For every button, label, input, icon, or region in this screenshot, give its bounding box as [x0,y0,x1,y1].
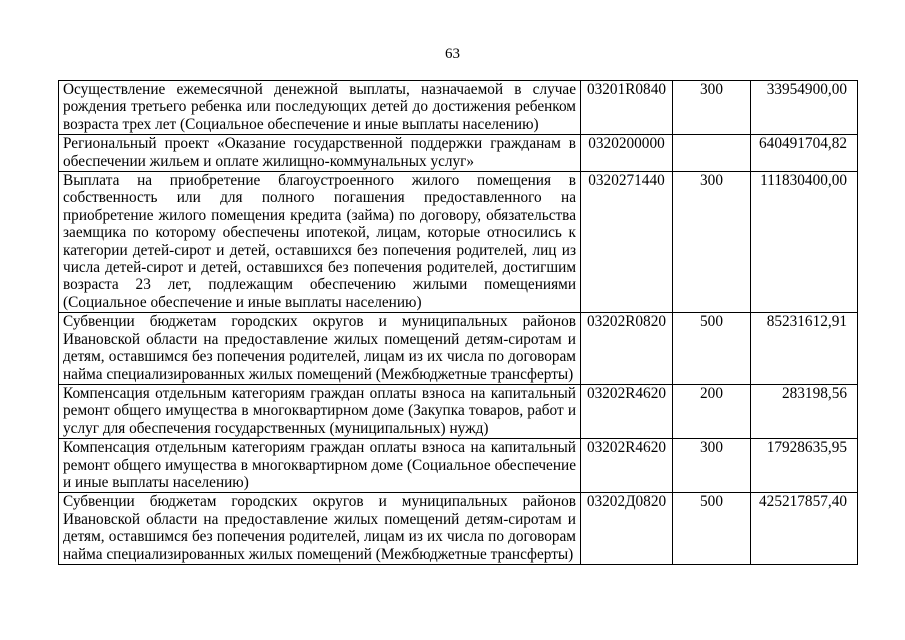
description-cell: Выплата на приобретение благоустроенного жилого помещения в собственность или для полного погашения предоставленного на приобретение жилого помещения кредита (займа) по договору, обязательства заемщика по которому обеспечены ипотекой, лицам, которые относились к категории детей-сирот и детей, оставшихся без попечения родителей, лиц из числа детей-сирот и детей, оставшихся без попечения родителей, достигшим возраста 23 лет, подлежащим обеспечению жилыми помещениями (Социальное обеспечение и иные выплаты населению) [59,172,581,313]
amount-cell: 111830400,00 [751,172,858,313]
expense-type-cell: 500 [673,313,751,385]
expense-type-cell [673,135,751,172]
table-row [59,81,858,135]
amount-cell: 283198,56 [751,384,858,438]
description-cell: Осуществление ежемесячной денежной выплаты, назначаемой в случае рождения третьего ребенка или последующих детей до достижения ребенком возраста трех лет (Социальное обеспечение и иные выплаты населению) [59,81,581,135]
page-number: 63 [445,46,460,62]
expense-type-cell: 300 [673,439,751,493]
description-cell: Компенсация отдельным категориям граждан оплаты взноса на капитальный ремонт общего имущества в многоквартирном доме (Закупка товаров, работ и услуг для обеспечения государственных (муниципальных) нужд) [59,384,581,438]
code-cell: 03201R0840 [581,81,673,135]
description-cell: Компенсация отдельным категориям граждан оплаты взноса на капитальный ремонт общего имущества в многоквартирном доме (Социальное обеспечение и иные выплаты населению) [59,439,581,493]
code-cell: 03202R0820 [581,313,673,385]
expense-type-cell: 500 [673,493,751,565]
table-row [59,172,858,313]
table-row [59,135,858,172]
description-cell: Субвенции бюджетам городских округов и муниципальных районов Ивановской области на предоставление жилых помещений детям-сиротам и детям, оставшимся без попечения родителей, лицам из их числа по договорам найма специализированных жилых помещений (Межбюджетные трансферты) [59,313,581,385]
expense-type-cell: 300 [673,172,751,313]
amount-cell: 85231612,91 [751,313,858,385]
amount-cell: 17928635,95 [751,439,858,493]
table-row [59,439,858,493]
amount-cell: 640491704,82 [751,135,858,172]
expense-type-cell: 200 [673,384,751,438]
description-cell: Региональный проект «Оказание государственной поддержки гражданам в обеспечении жильем и оплате жилищно-коммунальных услуг» [59,135,581,172]
code-cell: 03202R4620 [581,439,673,493]
table-row [59,493,858,565]
expense-type-cell: 300 [673,81,751,135]
code-cell: 0320200000 [581,135,673,172]
description-cell: Субвенции бюджетам городских округов и муниципальных районов Ивановской области на предоставление жилых помещений детям-сиротам и детям, оставшимся без попечения родителей, лицам из их числа по договорам найма специализированных жилых помещений (Межбюджетные трансферты) [59,493,581,565]
table-row [59,313,858,385]
code-cell: 03202R4620 [581,384,673,438]
code-cell: 03202Д0820 [581,493,673,565]
amount-cell: 33954900,00 [751,81,858,135]
code-cell: 0320271440 [581,172,673,313]
budget-table [58,80,858,565]
table-row [59,384,858,438]
amount-cell: 425217857,40 [751,493,858,565]
